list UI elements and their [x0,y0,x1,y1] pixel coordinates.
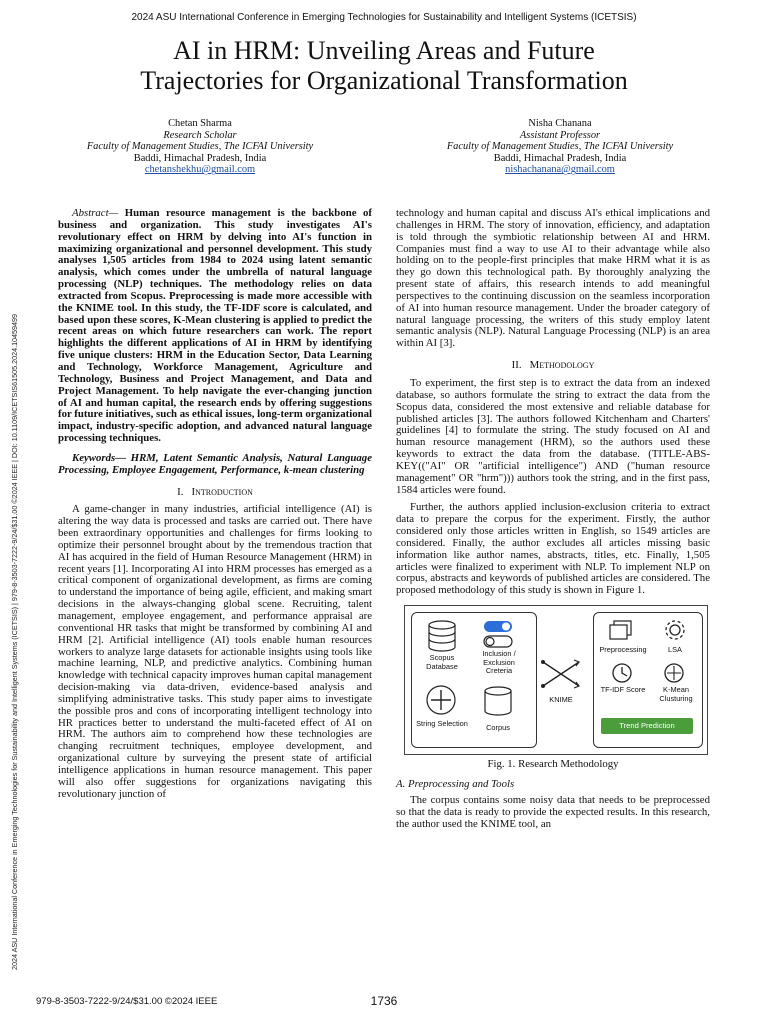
trend-prediction-badge: Trend Prediction [601,718,693,734]
string-label: String Selection [416,719,468,729]
right-column [396,208,710,830]
kmean-label: K-Mean Clusturing [659,685,693,703]
knime-label: KNIME [549,695,573,705]
section-number: II. [511,359,522,372]
author-name: Chetan Sharma [168,118,232,129]
author-block-1 [60,118,340,176]
author-role: Assistant Professor [519,129,601,141]
title-line-2: Trajectories for Organizational Transformation [140,66,628,95]
preprocessing-icon [609,620,633,642]
author-affiliation: Faculty of Management Studies, The ICFAI University [86,141,314,153]
author-location: Baddi, Himachal Pradesh, India [133,152,267,164]
subsection-heading: A. Preprocessing and Tools [396,778,515,790]
section-title: Methodology [529,359,595,372]
preprocessing-label: Preprocessing [599,645,647,655]
scopus-label: Scopus Database [426,653,458,671]
side-doi-strip: 2024 ASU International Conference in Emerging Technologies for Sustainability and Intelligent Systems (ICETSIS) | 979-8-3503-7222-9/24/$31.00 ©2024 IEEE | DOI: 10.1109/ICETSIS61505.2024.10459499 [10,313,19,970]
paper-title [40,36,728,96]
inclusion-label: Inclusion / Exclusion Creteria [482,649,516,676]
tfidf-icon [611,662,633,684]
keywords [58,453,372,477]
left-column [58,208,372,801]
figure-caption: Fig. 1. Research Methodology [487,758,619,771]
introduction-text: A game-changer in many industries, artificial intelligence (AI) is altering the way data is processed and tasks are carried out. There have been extraordinary opportunities and challenges for firms looking to optimize their personnel brought about by the tremendous traction that AI has acquired in the field of Human Resource Management (HRM) in recent years [1]. Incorporating AI into HRM processes has emerged as a critical component of organizational development, as firms are coming to understand the importance of being agile, efficient, and making smart decisions in the always-changing global scene. Recruiting, talent management, employee engagement, and performance appraisal are conventional HR tasks that might be transformed by combining AI and HRM [2]. Artificial intelligence (AI) tools enable human resources workers to analyze large datasets for actionable insights using tools like machine learning, NLP, and predictive analytics. Combining human knowledge with technical capacity improves human capital management decision-making via data-driven, evidence-based analysis and simplifying administrative tasks. This study paper aims to investigate the possible pros and cons of incorporating intelligent technology into HR practices better to understand the multi-faceted effect of AI on HRM. The authors aim to comprehend how these technologies are changing recruitment techniques, employee development, and organizational culture by surveying the present state of artificial intelligence applications in human resource management. This paper will also offer suggestions for organizations navigating this revolutionary junction of [58,503,372,800]
methodology-paragraph-1: To experiment, the first step is to extract the data from an indexed database, so authors formulate the string to extract the data from the Scopus data, considered the most extensive and reliable database for published articles [3]. The authors followed Kitchenham and Charters' guidelines [4] to formulate the string. The study focused on AI and human resource management (HRM), so the authors used these keywords to extract the data from the database. (TITLE-ABS-KEY(("AI" OR "artificial intelligence") AND ("human resource management" OR "hrm"))) authors took the string, and in the first pass, 1584 articles were found. [396,376,710,496]
author-email-link[interactable]: chetanshekhu@gmail.com [144,164,256,176]
corpus-icon [483,686,513,716]
conference-header: 2024 ASU International Conference in Emerging Technologies for Sustainability and Intelligent Systems (ICETSIS) [131,12,637,23]
cluster-icon [663,662,685,684]
knime-icon [541,658,581,690]
section-heading-introduction [58,487,372,499]
preprocessing-text: The corpus contains some noisy data that needs to be preprocessed so that the data is ready to provide the expected results. In this research, the author used the KNIME tool, an [396,793,710,830]
abstract-lead: Abstract— [72,207,119,219]
research-methodology-figure [404,605,708,755]
author-block-2 [410,118,710,176]
methodology-paragraph-2: Further, the authors applied inclusion-exclusion criteria to extract data to prepare the corpus for the experiment. Firstly, the author considered only those articles written in English, so 1549 articles are considered. Finally, the author excludes all articles missing basic information like author names, abstracts, titles, etc. Finally, 1,505 articles were finalized to experiment with NLP. To implement NLP on corpus, abstracts and keywords of published articles are considered. The proposed methodology of this study is shown in Figure 1. [396,501,710,597]
author-name: Nisha Chanana [528,118,592,129]
gear-icon [663,618,687,642]
lsa-label: LSA [668,645,682,655]
footer-copyright: 979-8-3503-7222-9/24/$31.00 ©2024 IEEE [36,996,218,1007]
author-affiliation: Faculty of Management Studies, The ICFAI University [446,141,674,153]
abstract-text: Human resource management is the backbone of business and organization. This study investigates AI's revolutionary effect on HRM by delving into AI's function in maximizing organizational and personnel development. This study analyses 1,505 articles from 1984 to 2024 using latent semantic analysis, which comes under the umbrella of natural language processing (NLP) techniques. The methodology relies on data extracted from Scopus. Preprocessing is made more accessible with the KNIME tool. In this study, the TF-IDF score is calculated, and based upon these scores, K-Mean clustering is applied to predict the recent areas on which future researchers can work. The report highlights the different applications of AI in HRM by identifying five unique clusters: HRM in the Education Sector, Data Learning and Technology, Workforce Management, Agriculture and Technology, Business and Project Management, and Data and Project Management. To help navigate the ever-changing junction of AI and human capital, the research ends by offering suggestions for future initiatives, such as ethical issues, long-term organizational impact, industry-specific adoption, and advanced natural language processing techniques. [58,207,372,445]
plus-circle-icon [425,684,457,716]
keywords-text: HRM, Latent Semantic Analysis, Natural Language Processing, Employee Engagement, Performance, k-mean clustering [58,451,372,476]
abstract [58,208,372,445]
corpus-label: Corpus [486,723,510,733]
author-location: Baddi, Himachal Pradesh, India [493,152,627,164]
author-email-link[interactable]: nishachanana@gmail.com [505,164,615,176]
tfidf-label: TF-IDF Score [600,685,646,695]
database-icon [427,620,457,652]
section-heading-methodology [396,360,710,372]
title-line-1: AI in HRM: Unveiling Areas and Future [173,36,595,65]
introduction-continued: technology and human capital and discuss AI's ethical implications and challenges in HRM. The story of innovation, efficiency, and adaptation is told through the symbiotic relationship between AI and HRM. Companies must find a way to use AI to their advantage while also holding on to the people-first principles that make HRM what it is as they go down this technological path. By thoroughly analyzing the present state of affairs, this research intends to add meaningful perspectives to the continuing discussion on the seamless incorporation of AI into human resource management. Under the broader category of natural language processing, the writers of this study employ latent semantic analysis (NLP). Natural Language Processing (NLP) is an area within AI [3]. [396,207,710,350]
section-number: I. [177,485,184,498]
author-role: Research Scholar [163,129,237,141]
toggle-icon [483,620,513,648]
keywords-lead: Keywords— [72,451,126,464]
page-number: 1736 [370,994,398,1008]
section-title: Introduction [191,485,253,498]
